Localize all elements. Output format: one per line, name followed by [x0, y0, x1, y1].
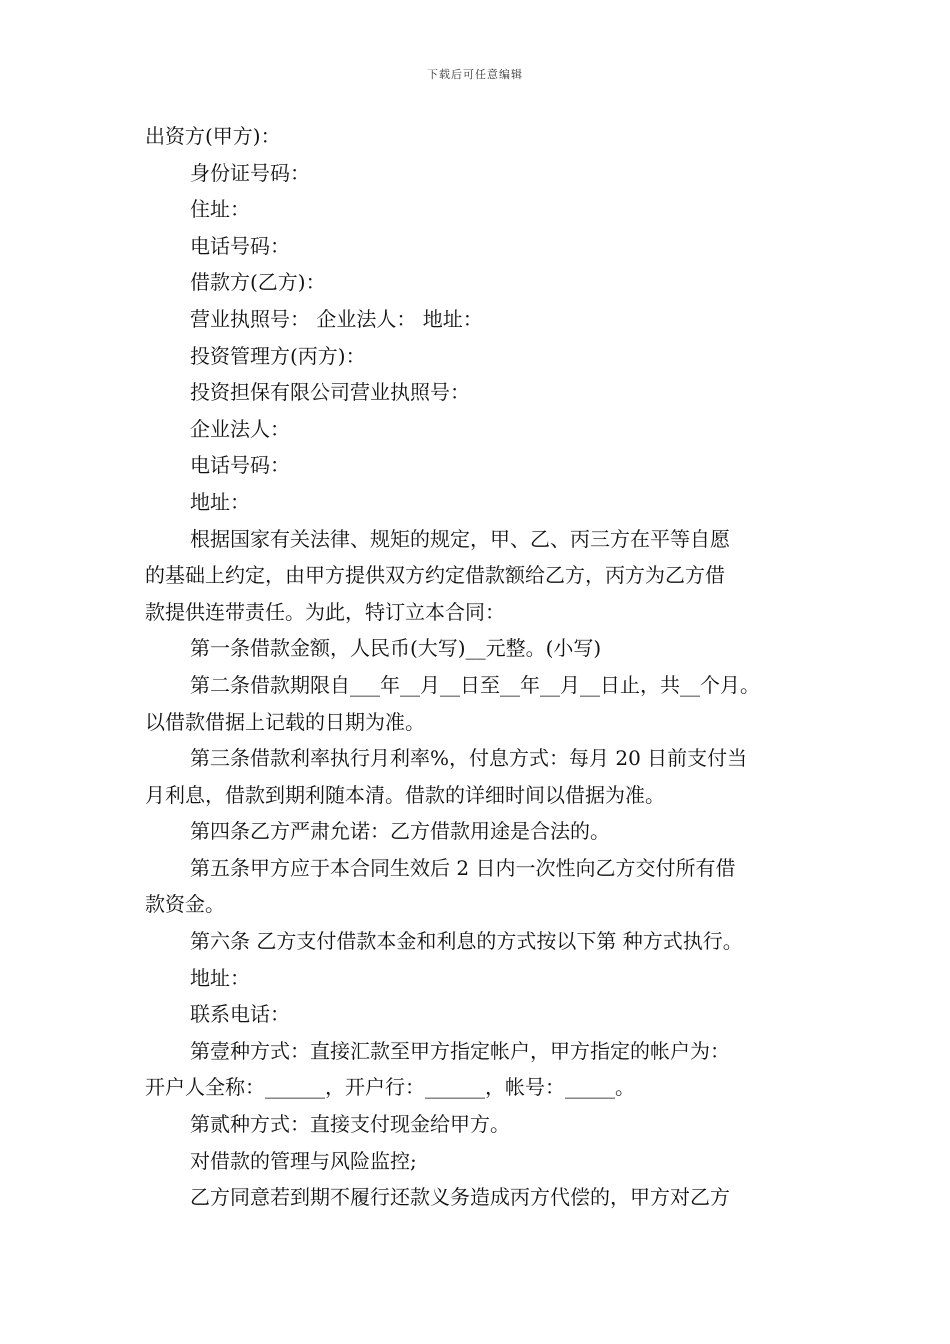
text-line: 地址：	[190, 965, 250, 990]
text-line: 身份证号码：	[190, 160, 310, 185]
text-line: 投资担保有限公司营业执照号：	[190, 380, 470, 405]
text-line: 地址：	[190, 489, 250, 514]
text-line: 联系电话：	[190, 1002, 290, 1027]
text-line: 第三条借款利率执行月利率%，付息方式：每月 20 日前支付当	[190, 746, 748, 771]
text-line: 投资管理方(丙方)：	[190, 343, 366, 368]
text-line: 以借款借据上记载的日期为准。	[145, 709, 425, 734]
text-line: 电话号码：	[190, 453, 290, 478]
text-line: 对借款的管理与风险监控;	[190, 1148, 417, 1173]
contract-body	[145, 118, 825, 1216]
text-line: 借款方(乙方)：	[190, 270, 326, 295]
text-line: 乙方同意若到期不履行还款义务造成丙方代偿的，甲方对乙方	[190, 1185, 730, 1210]
text-line: 款提供连带责任。为此，特订立本合同：	[145, 599, 505, 624]
text-line: 企业法人：	[190, 416, 290, 441]
page-header: 下载后可任意编辑	[427, 68, 523, 81]
text-line: 第二条借款期限自___年__月__日至__年__月__日止，共__个月。	[190, 672, 760, 697]
text-line: 第五条甲方应于本合同生效后 2 日内一次性向乙方交付所有借	[190, 855, 736, 880]
text-line: 月利息，借款到期利随本清。借款的详细时间以借据为准。	[145, 782, 665, 807]
text-line: 的基础上约定，由甲方提供双方约定借款额给乙方，丙方为乙方借	[145, 563, 725, 588]
text-line: 第六条 乙方支付借款本金和利息的方式按以下第 种方式执行。	[190, 929, 743, 954]
text-line: 开户人全称：______，开户行：______，帐号：_____。	[145, 1075, 635, 1100]
text-line: 住址：	[190, 197, 250, 222]
text-line: 根据国家有关法律、规矩的规定，甲、乙、丙三方在平等自愿	[190, 526, 730, 551]
text-line: 电话号码：	[190, 233, 290, 258]
text-line: 营业执照号： 企业法人： 地址：	[190, 306, 483, 331]
text-line: 款资金。	[145, 892, 225, 917]
text-line: 第四条乙方严肃允诺：乙方借款用途是合法的。	[190, 819, 610, 844]
text-line: 出资方(甲方)：	[145, 124, 281, 148]
text-line: 第壹种方式：直接汇款至甲方指定帐户，甲方指定的帐户为：	[190, 1038, 730, 1063]
text-line: 第一条借款金额，人民币(大写)__元整。(小写)	[190, 636, 602, 661]
text-line: 第贰种方式：直接支付现金给甲方。	[190, 1112, 510, 1137]
